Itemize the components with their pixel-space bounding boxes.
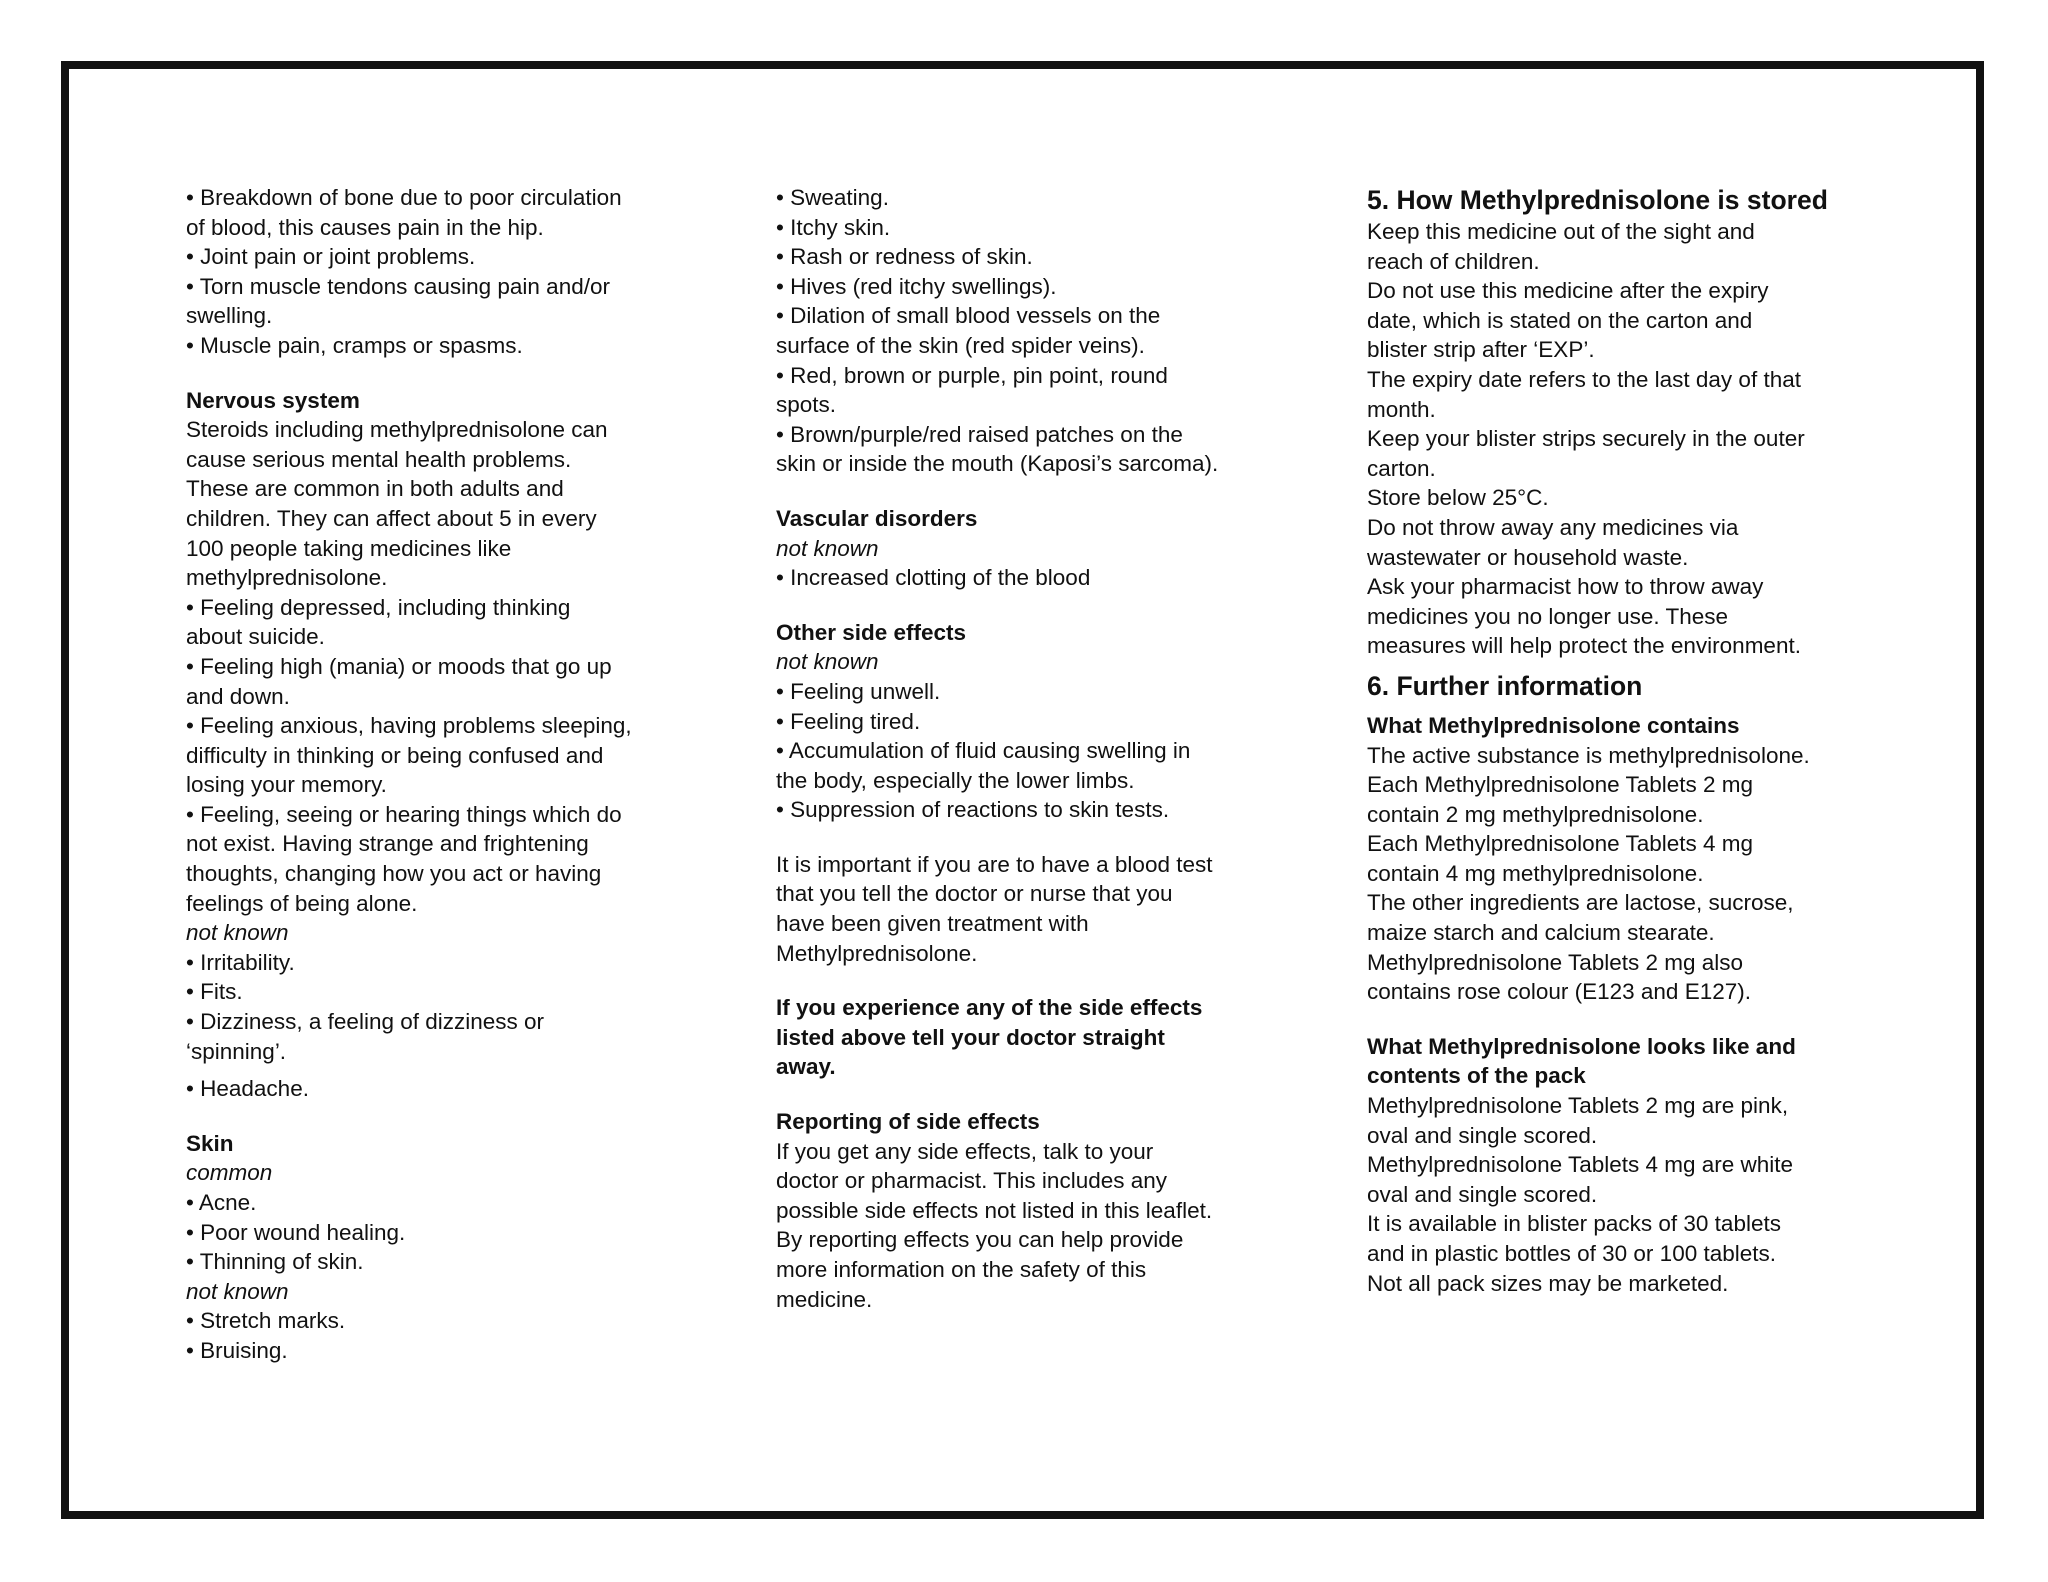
musculoskeletal-list	[186, 183, 706, 361]
text-line: • Feeling unwell.	[776, 678, 941, 704]
text-line: spots.	[776, 392, 837, 418]
headache-item: • Headache.	[186, 1076, 309, 1102]
text-line: • Rash or redness of skin.	[776, 244, 1033, 270]
skin-list-continued	[776, 183, 1291, 479]
text-line: Ask your pharmacist how to throw away	[1367, 574, 1764, 600]
text-line: oval and single scored.	[1367, 1122, 1598, 1148]
text-line: Each Methylprednisolone Tablets 4 mg	[1367, 831, 1754, 857]
contains-paragraph	[1367, 741, 1882, 1007]
text-line: the body, especially the lower limbs.	[776, 767, 1135, 793]
other-side-effects-list	[776, 677, 1291, 825]
text-line: • Thinning of skin.	[186, 1249, 364, 1275]
text-line: Keep your blister strips securely in the outer	[1367, 426, 1805, 452]
text-line: Keep this medicine out of the sight and	[1367, 219, 1755, 244]
text-line: Store below 25°C.	[1367, 485, 1549, 511]
text-line: wastewater or household waste.	[1367, 544, 1689, 570]
text-line: and in plastic bottles of 30 or 100 tablets.	[1367, 1241, 1777, 1266]
text-line: contains rose colour (E123 and E127).	[1367, 979, 1751, 1005]
text-line: Do not use this medicine after the expiry	[1367, 278, 1769, 304]
text-line: The expiry date refers to the last day of that	[1367, 366, 1801, 392]
blood-test-paragraph	[776, 850, 1291, 968]
storage-paragraph	[1367, 217, 1882, 661]
text-line: away.	[776, 1054, 836, 1080]
text-line: have been given treatment with	[776, 911, 1089, 937]
text-line: • Accumulation of fluid causing swelling in	[776, 738, 1191, 764]
text-line: children. They can affect about 5 in every	[186, 505, 597, 531]
text-line: • Stretch marks.	[186, 1308, 346, 1334]
text-line: contents of the pack	[1367, 1063, 1586, 1089]
text-line: cause serious mental health problems.	[186, 446, 572, 472]
text-line: medicine.	[776, 1286, 873, 1312]
side-effects-warning	[776, 993, 1291, 1082]
text-line: • Feeling depressed, including thinking	[186, 594, 571, 620]
nervous-system-heading: Nervous system	[186, 387, 360, 413]
text-line: • Brown/purple/red raised patches on the	[776, 421, 1183, 447]
text-line: • Irritability.	[186, 949, 295, 975]
skin-not-known-list	[186, 1306, 706, 1365]
text-line: methylprednisolone.	[186, 565, 388, 591]
text-line: contain 2 mg methylprednisolone.	[1367, 801, 1704, 827]
text-line: that you tell the doctor or nurse that you	[776, 881, 1173, 907]
reporting-heading: Reporting of side effects	[776, 1109, 1040, 1135]
text-line: more information on the safety of this	[776, 1257, 1147, 1282]
looks-like-paragraph	[1367, 1091, 1882, 1298]
frequency-label: not known	[186, 920, 289, 946]
text-line: Methylprednisolone Tablets 4 mg are white	[1367, 1152, 1794, 1178]
text-line: of blood, this causes pain in the hip.	[186, 214, 544, 240]
contains-heading: What Methylprednisolone contains	[1367, 712, 1740, 738]
looks-like-heading	[1367, 1032, 1882, 1091]
vascular-list	[776, 563, 1291, 593]
text-line: maize starch and calcium stearate.	[1367, 920, 1715, 946]
text-line: oval and single scored.	[1367, 1181, 1598, 1207]
frequency-label: not known	[186, 1278, 289, 1304]
further-information-heading: 6. Further information	[1367, 670, 1643, 701]
leaflet-column-1	[186, 183, 706, 1366]
text-line: swelling.	[186, 303, 273, 329]
text-line: 100 people taking medicines like	[186, 535, 512, 561]
frequency-label: not known	[776, 535, 879, 561]
text-line: contain 4 mg methylprednisolone.	[1367, 860, 1704, 886]
text-line: reach of children.	[1367, 248, 1540, 274]
text-line: date, which is stated on the carton and	[1367, 307, 1753, 333]
text-line: measures will help protect the environment.	[1367, 633, 1801, 659]
text-line: Methylprednisolone Tablets 2 mg also	[1367, 949, 1744, 975]
text-line: Each Methylprednisolone Tablets 2 mg	[1367, 772, 1754, 798]
text-line: • Poor wound healing.	[186, 1219, 406, 1245]
text-line: • Suppression of reactions to skin tests.	[776, 797, 1170, 823]
text-line: • Torn muscle tendons causing pain and/or	[186, 273, 610, 299]
text-line: • Feeling high (mania) or moods that go up	[186, 653, 612, 679]
text-line: • Red, brown or purple, pin point, round	[776, 362, 1168, 388]
text-line: • Acne.	[186, 1190, 257, 1215]
text-line: Do not throw away any medicines via	[1367, 514, 1739, 540]
text-line: • Muscle pain, cramps or spasms.	[186, 332, 523, 358]
frequency-label: not known	[776, 649, 879, 675]
text-line: • Feeling anxious, having problems sleeping,	[186, 713, 632, 739]
text-line: • Hives (red itchy swellings).	[776, 273, 1057, 299]
text-line: It is available in blister packs of 30 tablets	[1367, 1211, 1781, 1237]
frequency-label: common	[186, 1160, 273, 1186]
text-line: and down.	[186, 683, 290, 709]
text-line: difficulty in thinking or being confused and	[186, 742, 604, 768]
text-line: possible side effects not listed in this leaflet.	[776, 1197, 1213, 1223]
other-side-effects-heading: Other side effects	[776, 619, 967, 645]
text-line: thoughts, changing how you act or having	[186, 861, 602, 887]
text-line: • Dizziness, a feeling of dizziness or	[186, 1009, 545, 1035]
text-line: • Dilation of small blood vessels on the	[776, 303, 1161, 329]
text-line: month.	[1367, 396, 1436, 422]
text-line: If you experience any of the side effects	[776, 995, 1203, 1021]
text-line: • Fits.	[186, 979, 243, 1005]
text-line: listed above tell your doctor straight	[776, 1024, 1165, 1050]
storage-section-heading: 5. How Methylprednisolone is stored	[1367, 185, 1828, 215]
vascular-disorders-heading: Vascular disorders	[776, 505, 978, 531]
text-line: It is important if you are to have a blood test	[776, 851, 1213, 877]
text-line: carton.	[1367, 455, 1436, 481]
text-line: What Methylprednisolone looks like and	[1367, 1033, 1796, 1059]
skin-common-list	[186, 1188, 706, 1277]
skin-heading: Skin	[186, 1130, 234, 1156]
text-line: Steroids including methylprednisolone can	[186, 417, 608, 443]
text-line: The active substance is methylprednisolone.	[1367, 742, 1810, 768]
leaflet-column-3	[1367, 183, 1882, 1298]
text-line: By reporting effects you can help provide	[776, 1227, 1184, 1253]
text-line: These are common in both adults and	[186, 476, 564, 502]
text-line: doctor or pharmacist. This includes any	[776, 1168, 1168, 1194]
text-line: skin or inside the mouth (Kaposi’s sarcoma).	[776, 451, 1219, 477]
nervous-system-list	[186, 948, 706, 1066]
text-line: blister strip after ‘EXP’.	[1367, 337, 1595, 363]
text-line: • Joint pain or joint problems.	[186, 244, 476, 270]
text-line: about suicide.	[186, 624, 325, 650]
text-line: • Bruising.	[186, 1337, 288, 1363]
text-line: • Feeling tired.	[776, 708, 921, 734]
text-line: losing your memory.	[186, 772, 387, 798]
text-line: • Increased clotting of the blood	[776, 565, 1091, 591]
text-line: Methylprednisolone.	[776, 940, 978, 966]
text-line: • Sweating.	[776, 185, 889, 210]
text-line: The other ingredients are lactose, sucrose,	[1367, 890, 1794, 916]
text-line: ‘spinning’.	[186, 1038, 287, 1064]
text-line: not exist. Having strange and frightening	[186, 831, 589, 857]
text-line: • Feeling, seeing or hearing things which do	[186, 801, 622, 827]
nervous-system-text	[186, 415, 706, 918]
text-line: If you get any side effects, talk to your	[776, 1138, 1154, 1164]
text-line: • Breakdown of bone due to poor circulation	[186, 185, 622, 210]
text-line: surface of the skin (red spider veins).	[776, 332, 1145, 358]
text-line: feelings of being alone.	[186, 890, 418, 916]
text-line: Methylprednisolone Tablets 2 mg are pink,	[1367, 1093, 1789, 1119]
reporting-paragraph	[776, 1137, 1291, 1315]
text-line: Not all pack sizes may be marketed.	[1367, 1270, 1729, 1296]
text-line: • Itchy skin.	[776, 214, 891, 240]
text-line: medicines you no longer use. These	[1367, 603, 1729, 629]
leaflet-column-2	[776, 183, 1291, 1314]
